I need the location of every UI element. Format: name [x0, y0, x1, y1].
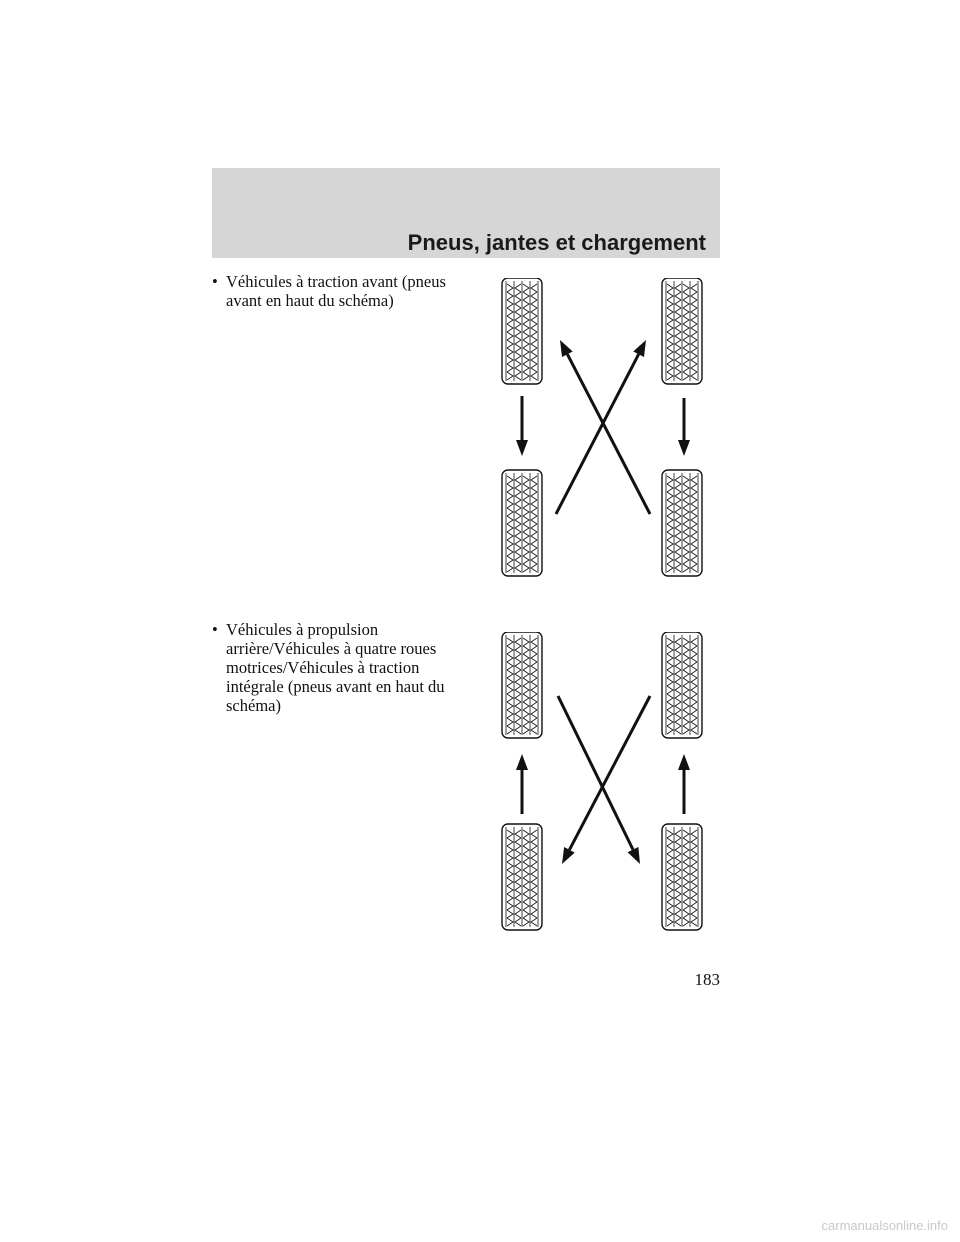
arrow-icon: [558, 696, 640, 864]
tire-icon: [502, 470, 542, 576]
arrow-icon: [560, 340, 650, 514]
arrow-icon: [562, 696, 650, 864]
bullet-text-fwd: Véhicules à traction avant (pneus avant en haut du schéma): [226, 272, 446, 310]
watermark: carmanualsonline.info: [821, 1218, 948, 1233]
tire-icon: [662, 824, 702, 930]
tire-rotation-diagram-fwd: [490, 278, 720, 578]
tire-icon: [502, 824, 542, 930]
list-item: [212, 620, 472, 715]
tire-rotation-diagram-rwd: [490, 632, 720, 932]
bullet-marker: •: [212, 620, 218, 639]
bullet-text-rwd: Véhicules à propulsion arrière/Véhicules à quatre roues motrices/Véhicules à traction intégrale (pneus avant en haut du schéma): [226, 620, 445, 715]
tire-icon: [502, 632, 542, 738]
tire-icon: [502, 278, 542, 384]
tire-icon: [662, 632, 702, 738]
page-title: Pneus, jantes et chargement: [407, 230, 706, 255]
tire-icon: [662, 278, 702, 384]
tire-icon: [662, 470, 702, 576]
arrow-icon: [556, 340, 646, 514]
header-band: [212, 168, 720, 258]
arrow-icon: [678, 754, 690, 814]
arrow-icon: [678, 398, 690, 456]
list-item: [212, 272, 472, 310]
page-number: 183: [694, 970, 720, 989]
arrow-icon: [516, 396, 528, 456]
arrow-icon: [516, 754, 528, 814]
bullet-marker: •: [212, 272, 218, 291]
